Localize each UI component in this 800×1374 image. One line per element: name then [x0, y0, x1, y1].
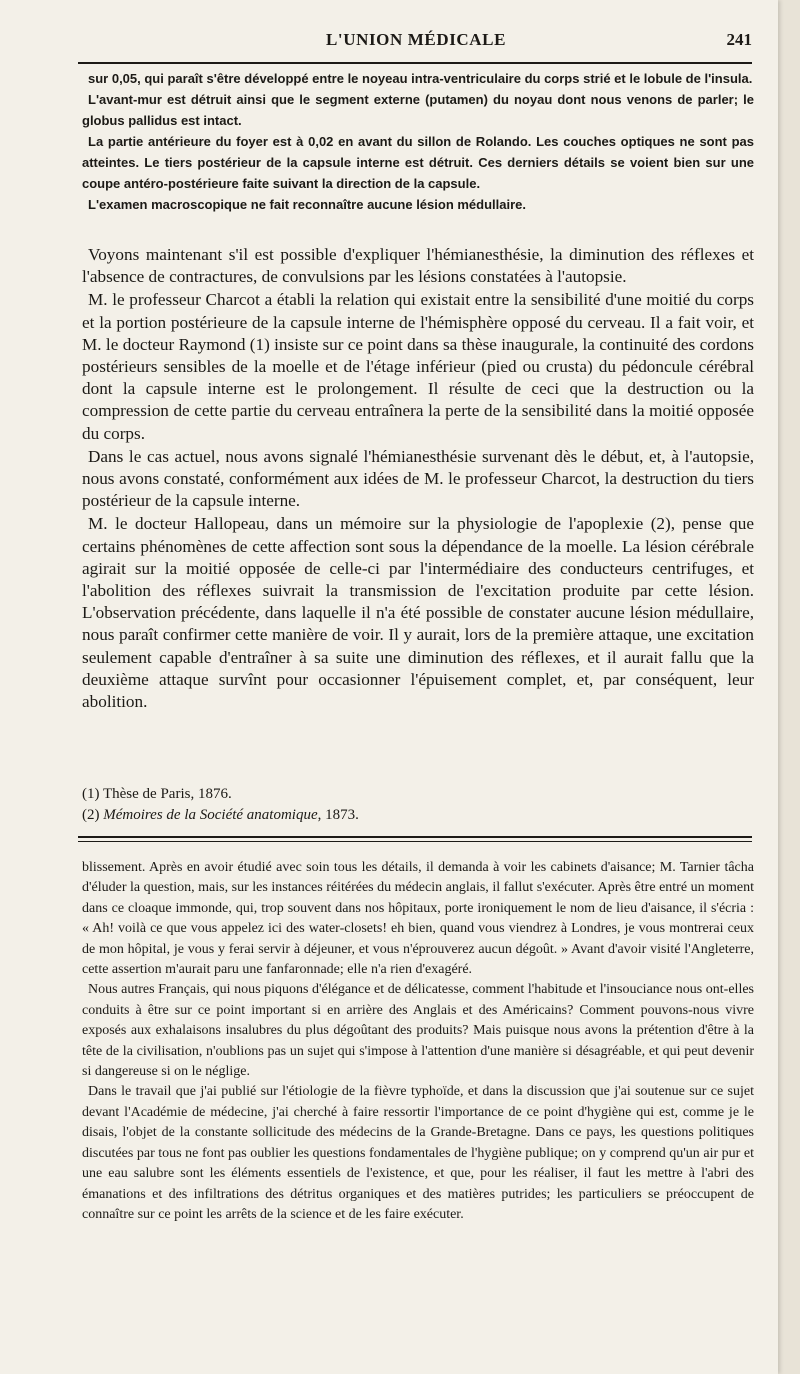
paragraph: L'avant-mur est détruit ainsi que le segment externe (putamen) du noyau dont nous venons de parler; le globus pallidus est intact.: [82, 92, 754, 128]
footnotes: [82, 784, 754, 826]
section-divider: [78, 836, 752, 838]
running-title: L'UNION MÉDICALE: [325, 30, 507, 49]
paragraph: blissement. Après en avoir étudié avec soin tous les détails, il demanda à voir les cabinets d'aisance; M. Tarnier tâcha d'éluder la question, mais, sur les instances réitérées du médecin anglais, il fallut s'exécuter. Après être entré un moment dans ce cloaque immonde, qui, trop souvent dans nos hôpitaux, porte ironiquement le nom de lieu d'aisance, il s'écria : « Ah! voilà ce que vous appelez ici des water-closets! eh bien, quand vous viendrez à Londres, je vous montrerai ceux de mon hôpital, je vous y ferai servir à déjeuner, et vous n'éprouverez aucun dégoût. » Avant d'avoir visité l'Angleterre, cette assertion m'aurait paru une fanfaronnade; elle n'a rien d'exagéré.: [82, 860, 754, 978]
page-header: [80, 30, 752, 54]
footnote-marker: (1): [82, 786, 100, 802]
feuilleton-text: [82, 858, 754, 1225]
paragraph: Dans le travail que j'ai publié sur l'étiologie de la fièvre typhoïde, et dans la discussion que j'ai soutenue sur ce sujet devant l'Académie de médecine, j'ai cherché à faire ressortir l'importance de ce point d'hygiène qui est, comme je le disais, l'objet de la constante sollicitude des médecins de la Grande-Bretagne. Dans ce pays, les questions politiques discutées par tous ne font pas oublier les questions fondamentales de l'hygiène publique; on y comprend qu'un air pur et une eau salubre sont les éléments essentiels de l'existence, et que, pour les réaliser, il faut les mettre à l'abri des émanations et des infiltrations des détritus organiques et des matières putrides; les particuliers se préoccupent de connaître sur ce point les arrêts de la science et de les faire exécuter.: [82, 1084, 754, 1222]
page-number: 241: [726, 30, 752, 49]
footnote-title: Mémoires de la Société anatomique: [103, 807, 318, 823]
observation-details: [82, 68, 754, 215]
paragraph: Nous autres Français, qui nous piquons d'élégance et de délicatesse, comment l'habitude et l'insouciance nous ont-elles conduits à être sur ce point important si en arrière des Anglais et des Américains? Comment pouvons-nous vivre exposés aux exhalaisons insalubres du plus dégoûtant des produits? Mais puisque nous avons la prétention d'être à la tête de la civilisation, n'oublions pas un sujet qui s'impose à l'attention d'une manière si désagréable, et qui peut devenir si dangereuse si on le néglige.: [82, 982, 754, 1080]
paragraph: Voyons maintenant s'il est possible d'expliquer l'hémianesthésie, la diminution des réflexes et l'absence de contractures, de convulsions par les lésions constatées à l'autopsie.: [82, 245, 754, 287]
footnote-rest: , 1876.: [190, 786, 232, 802]
paragraph: M. le professeur Charcot a établi la relation qui existait entre la sensibilité d'une moitié du corps et la portion postérieure de la capsule interne de l'hémisphère opposé du cerveau. Il a fait voir, et M. le docteur Raymond (1) insiste sur ce point dans sa thèse inaugurale, la continuité des cordons postérieurs sensibles de la moelle et de l'étage inférieur (pied ou crusta) du pédoncule cérébral dont la capsule interne est le prolongement. Il résulte de ceci que la destruction ou la compression de cette partie du cerveau entraînera la perte de la sensibilité dans la moitié opposée du corps.: [82, 290, 754, 443]
main-article-text: [82, 244, 754, 713]
paragraph: La partie antérieure du foyer est à 0,02 en avant du sillon de Rolando. Les couches optiques ne sont pas atteintes. Le tiers postérieur de la capsule interne est détruit. Ces derniers détails se voient bien sur une coupe antéro-postérieure faite suivant la direction de la capsule.: [82, 134, 754, 191]
footnote-marker: (2): [82, 807, 100, 823]
paragraph: M. le docteur Hallopeau, dans un mémoire sur la physiologie de l'apoplexie (2), pense que certains phénomènes de cette affection sont sous la dépendance de la moelle. La lésion cérébrale agirait sur la moitié opposée de celle-ci par l'intermédiaire des conducteurs centrifuges, et l'abolition des réflexes suivrait la transmission de l'excitation produite par cette lésion. L'observation précédente, dans laquelle il n'a été possible de constater aucune lésion médullaire, nous paraît confirmer cette manière de voir. Il y aurait, lors de la première attaque, une excitation seulement capable d'entraîner à sa suite une diminution des réflexes, et il aurait fallu que la deuxième attaque survînt pour occasionner l'épuisement complet, et, par conséquent, leur abolition.: [82, 514, 754, 712]
paragraph: sur 0,05, qui paraît s'être développé entre le noyeau intra-ventriculaire du corps strié et le lobule de l'insula.: [88, 71, 753, 86]
footnote: [82, 784, 754, 805]
section-divider-thin: [78, 841, 752, 842]
footnote: [82, 805, 754, 826]
paragraph: Dans le cas actuel, nous avons signalé l'hémianesthésie survenant dès le début, et, à l'autopsie, nous avons constaté, conformément aux idées de M. le professeur Charcot, la destruction du tiers postérieur de la capsule interne.: [82, 446, 754, 511]
footnote-rest: , 1873.: [317, 807, 359, 823]
paragraph: L'examen macroscopique ne fait reconnaître aucune lésion médullaire.: [88, 197, 527, 212]
header-rule: [78, 62, 752, 64]
footnote-title: Thèse de Paris: [102, 786, 191, 802]
